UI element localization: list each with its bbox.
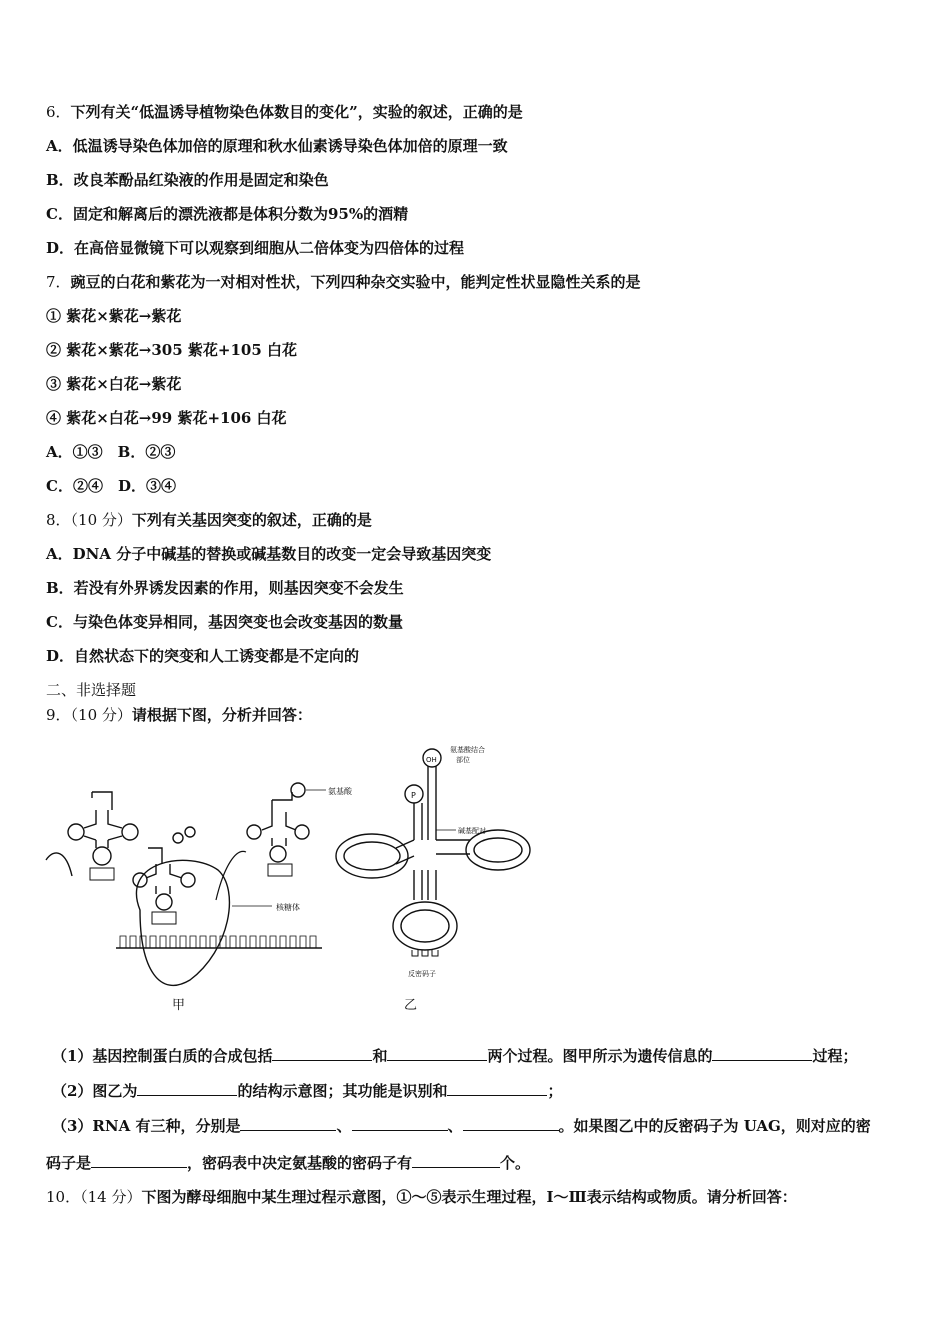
anticodon-stem (414, 870, 436, 900)
q8-option-b: B．若没有外界诱发因素的作用，则基因突变不会发生 (46, 579, 404, 597)
mrna-strand (116, 936, 322, 948)
answer-blank-1[interactable] (272, 1046, 372, 1061)
label-anjisuan: 氨基酸 (328, 787, 352, 796)
answer-blank-8[interactable] (463, 1116, 559, 1131)
answer-blank-10[interactable] (412, 1153, 500, 1168)
section-heading: 二、非选择题 (46, 681, 137, 699)
q7-cross-2: ② 紫花×紫花→305 紫花+105 白花 (46, 341, 297, 359)
q9-part-3-sep-2: 、 (447, 1117, 463, 1135)
q8-option-a: A．DNA 分子中碱基的替换或碱基数目的改变一定会导致基因突变 (46, 545, 492, 563)
q9-part-3-text-a: （3）RNA 有三种，分别是 (52, 1117, 241, 1135)
q8-number: 8．（10 分） (46, 511, 132, 529)
q8-stem (46, 510, 372, 530)
d-loop (336, 834, 408, 878)
q9-part-3-text-d: 。如果图乙中的反密码子为 UAG，则对应的密 (558, 1117, 871, 1135)
q9-part-3-text-f: ，密码表中决定氨基酸的密码子有 (187, 1154, 413, 1172)
q9-part-2-text-c: ； (547, 1082, 563, 1100)
q6-option-c: C．固定和解离后的漂洗液都是体积分数为95%的酒精 (46, 205, 409, 223)
polypeptide-line (216, 851, 246, 900)
answer-blank-6[interactable] (240, 1116, 336, 1131)
label-hetangti: 核糖体 (276, 903, 300, 912)
answer-blank-2[interactable] (387, 1046, 487, 1061)
answer-blank-7[interactable] (352, 1116, 448, 1131)
q6-stem-text: 下列有关“低温诱导植物染色体数目的变化”，实验的叙述，正确的是 (70, 103, 523, 121)
answer-blank-5[interactable] (447, 1081, 547, 1096)
q9-part-3-cont (46, 1153, 530, 1173)
figure-label-yi: 乙 (404, 998, 418, 1013)
mrna-strand-left (46, 853, 72, 876)
q9-part-2-text-a: （2）图乙为 (52, 1082, 138, 1100)
q7-number: 7． (46, 273, 71, 291)
q9-part-1-text-d: 过程； (812, 1047, 858, 1065)
q7-cross-3: ③ 紫花×白花→紫花 (46, 375, 182, 393)
q9-part-3-text-e: 码子是 (46, 1154, 92, 1172)
anticodon-loop (393, 902, 457, 950)
q7-options-row1: A．①③ B．②③ (46, 443, 176, 461)
q9-part-1-text-c: 两个过程。图甲所示为遗传信息的 (487, 1047, 713, 1065)
q10-stem-text: 下图为酵母细胞中某生理过程示意图，①～⑤表示生理过程，Ⅰ～Ⅲ表示结构或物质。请分析回答： (141, 1188, 797, 1206)
q9-part-3-text-g: 个。 (500, 1154, 531, 1172)
q9-part-2-text-b: 的结构示意图；其功能是识别和 (237, 1082, 448, 1100)
trna-1 (68, 792, 138, 880)
q9-stem-text: 请根据下图，分析并回答： (131, 706, 312, 724)
figure-yi (336, 745, 530, 978)
q7-options-row2: C．②④ D．③④ (46, 477, 176, 495)
q6-option-a: A．低温诱导染色体加倍的原理和秋水仙素诱导染色体加倍的原理一致 (46, 137, 508, 155)
q7-cross-1: ① 紫花×紫花→紫花 (46, 307, 182, 325)
anticodon-bases (412, 950, 438, 956)
label-anticodon: 反密码子 (408, 970, 436, 978)
label-oh: OH (426, 756, 437, 764)
q6-stem (46, 102, 523, 122)
q9-part-2 (52, 1081, 562, 1101)
q7-cross-4: ④ 紫花×白花→99 紫花+106 白花 (46, 409, 287, 427)
q7-stem (46, 272, 641, 292)
q9-number: 9．（10 分） (46, 706, 132, 724)
label-pairing: 碱基配对 (458, 827, 486, 835)
figure-label-jia: 甲 (172, 998, 186, 1013)
q9-part-1-text-b: 和 (372, 1047, 388, 1065)
answer-blank-9[interactable] (91, 1153, 187, 1168)
t-loop (466, 830, 530, 870)
q9-part-3 (52, 1116, 871, 1136)
q8-option-c: C．与染色体变异相同，基因突变也会改变基因的数量 (46, 613, 403, 631)
q9-stem (46, 705, 312, 725)
answer-blank-4[interactable] (137, 1081, 237, 1096)
q10-stem (46, 1187, 797, 1207)
q9-part-1-text-a: （1）基因控制蛋白质的合成包括 (52, 1047, 273, 1065)
trna-3 (247, 783, 309, 876)
q10-number: 10．（14 分） (46, 1188, 142, 1206)
label-binding-1: 氨基酸结合 (450, 746, 485, 754)
q6-number: 6． (46, 103, 71, 121)
q6-option-d: D．在高倍显微镜下可以观察到细胞从二倍体变为四倍体的过程 (46, 239, 465, 257)
label-p: P (411, 791, 416, 800)
q9-part-3-sep-1: 、 (336, 1117, 352, 1135)
q8-option-d: D．自然状态下的突变和人工诱变都是不定向的 (46, 647, 360, 665)
q8-stem-text: 下列有关基因突变的叙述，正确的是 (131, 511, 372, 529)
q7-stem-text: 豌豆的白花和紫花为一对相对性状，下列四种杂交实验中，能判定性状显隐性关系的是 (70, 273, 641, 291)
label-binding-2: 部位 (456, 756, 470, 764)
q9-figure (40, 740, 540, 1015)
q9-part-1 (52, 1046, 858, 1066)
answer-blank-3[interactable] (712, 1046, 812, 1061)
q6-option-b: B．改良苯酚品红染液的作用是固定和染色 (46, 171, 329, 189)
ribosome (136, 860, 229, 985)
figure-jia (46, 783, 353, 985)
